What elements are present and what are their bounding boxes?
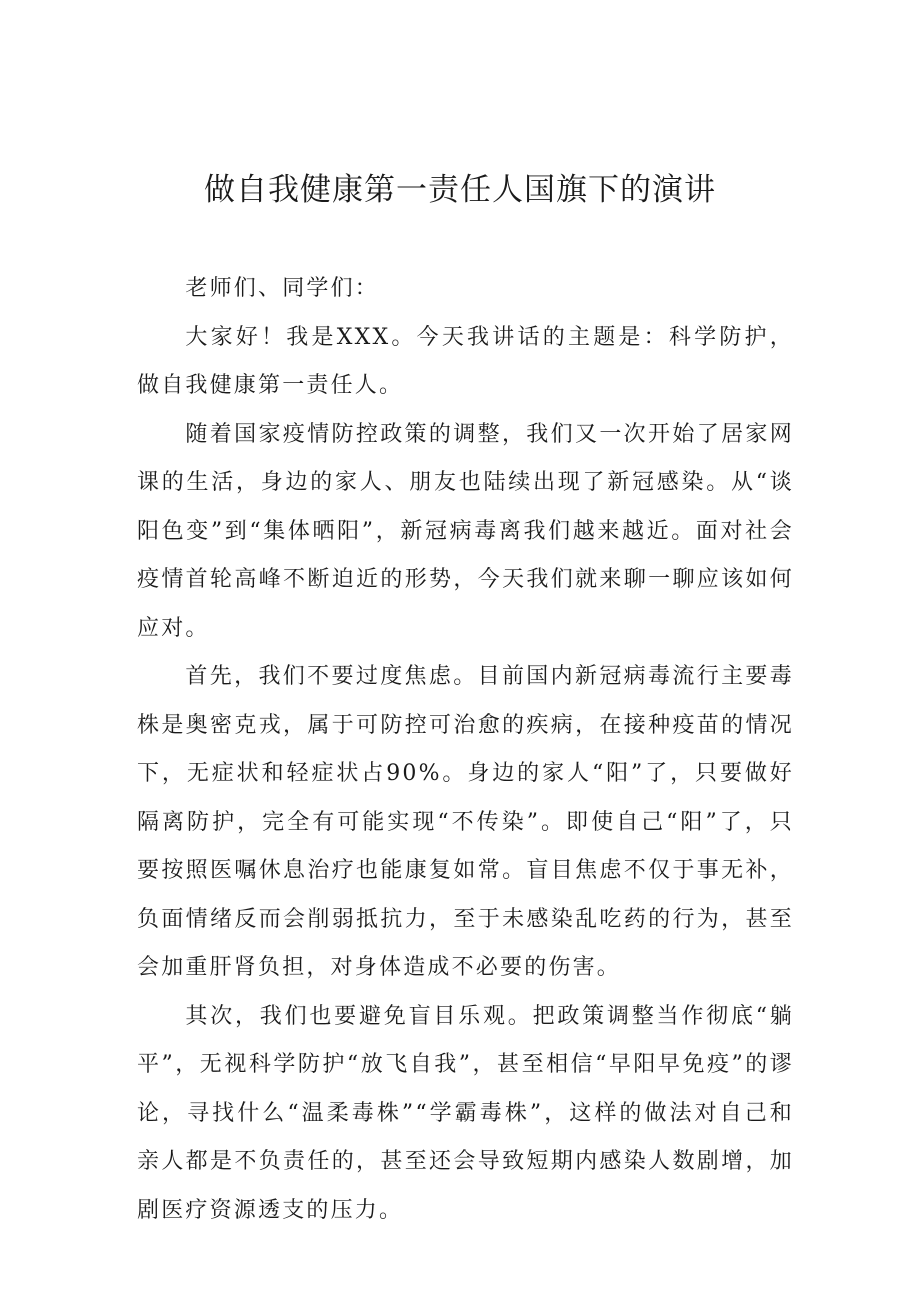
second-point-paragraph: 其次，我们也要避免盲目乐观。把政策调整当作彻底“躺平”，无视科学防护“放飞自我”，甚至相信“早阳早免疫”的谬论，寻找什么“温柔毒株”“学霸毒株”，这样的做法对自己和亲人都是不负责任的，甚至还会导致短期内感染人数剧增，加剧医疗资源透支的压力。	[137, 1003, 794, 1223]
document-title: 做自我健康第一责任人国旗下的演讲	[204, 172, 716, 208]
salutation-paragraph: 老师们、同学们：	[185, 276, 379, 301]
document-body	[137, 265, 794, 1235]
greeting-paragraph: 大家好！我是XXX。今天我讲话的主题是：科学防护，做自我健康第一责任人。	[137, 324, 794, 398]
first-point-paragraph: 首先，我们不要过度焦虑。目前国内新冠病毒流行主要毒株是奥密克戎，属于可防控可治愈的疾病，在接种疫苗的情况下，无症状和轻症状占90%。身边的家人“阳”了，只要做好隔离防护，完全有可能实现“不传染”。即使自己“阳”了，只要按照医嘱休息治疗也能康复如常。盲目焦虑不仅于事无补，负面情绪反而会削弱抵抗力，至于未感染乱吃药的行为，甚至会加重肝肾负担，对身体造成不必要的伤害。	[137, 664, 794, 980]
intro-paragraph: 随着国家疫情防控政策的调整，我们又一次开始了居家网课的生活，身边的家人、朋友也陆续出现了新冠感染。从“谈阳色变”到“集体晒阳”，新冠病毒离我们越来越近。面对社会疫情首轮高峰不断迫近的形势，今天我们就来聊一聊应该如何应对。	[137, 421, 794, 641]
